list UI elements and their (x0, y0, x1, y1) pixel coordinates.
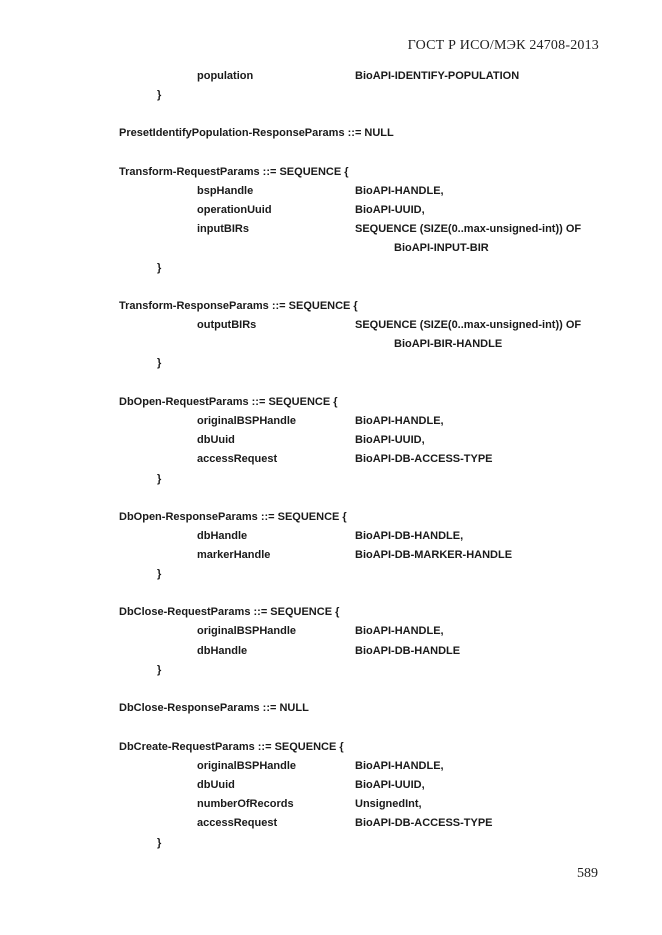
field-type: BioAPI-DB-HANDLE (355, 645, 461, 657)
field-name: operationUuid (197, 204, 272, 216)
field-type: SEQUENCE (SIZE(0..max-unsigned-int)) OF (355, 319, 582, 331)
definition-header: Transform-ResponseParams ::= SEQUENCE { (119, 300, 358, 312)
closing-brace: } (157, 568, 162, 580)
field-type: BioAPI-HANDLE, (355, 185, 444, 197)
field-name: dbHandle (197, 645, 248, 657)
field-name: outputBIRs (197, 319, 257, 331)
definition-header: Transform-RequestParams ::= SEQUENCE { (119, 166, 349, 178)
standard-designation: ГОСТ Р ИСО/МЭК 24708-2013 (407, 38, 599, 53)
field-type: BioAPI-HANDLE, (355, 760, 444, 772)
closing-brace: } (157, 473, 162, 485)
definition-header: DbOpen-RequestParams ::= SEQUENCE { (119, 396, 338, 408)
definition-header: DbOpen-ResponseParams ::= SEQUENCE { (119, 511, 347, 523)
field-name: dbUuid (197, 434, 235, 446)
field-type: BioAPI-HANDLE, (355, 415, 444, 427)
field-type: BioAPI-HANDLE, (355, 625, 444, 637)
field-type: BioAPI-DB-ACCESS-TYPE (355, 453, 493, 465)
field-name: originalBSPHandle (197, 760, 297, 772)
field-type: BioAPI-UUID, (355, 434, 425, 446)
closing-brace: } (157, 837, 162, 849)
field-type: BioAPI-UUID, (355, 204, 425, 216)
field-type: SEQUENCE (SIZE(0..max-unsigned-int)) OF (355, 223, 582, 235)
field-type: BioAPI-UUID, (355, 779, 425, 791)
definition-header: DbClose-ResponseParams ::= NULL (119, 702, 309, 714)
closing-brace: } (157, 89, 162, 101)
field-type: BioAPI-DB-MARKER-HANDLE (355, 549, 513, 561)
field-name: markerHandle (197, 549, 271, 561)
definition-header: PresetIdentifyPopulation-ResponseParams ::= NULL (119, 127, 394, 139)
field-type: BioAPI-DB-ACCESS-TYPE (355, 817, 493, 829)
field-name: originalBSPHandle (197, 415, 297, 427)
field-name: originalBSPHandle (197, 625, 297, 637)
field-type: BioAPI-DB-HANDLE, (355, 530, 464, 542)
field-type-continuation: BioAPI-BIR-HANDLE (394, 338, 503, 350)
field-name: dbHandle (197, 530, 248, 542)
field-name: dbUuid (197, 779, 235, 791)
field-name: accessRequest (197, 453, 278, 465)
closing-brace: } (157, 664, 162, 676)
closing-brace: } (157, 357, 162, 369)
definition-header: DbCreate-RequestParams ::= SEQUENCE { (119, 741, 344, 753)
field-name: accessRequest (197, 817, 278, 829)
definition-header: DbClose-RequestParams ::= SEQUENCE { (119, 606, 340, 618)
field-name: population (197, 70, 254, 82)
closing-brace: } (157, 262, 162, 274)
field-type: UnsignedInt, (355, 798, 422, 810)
field-type-continuation: BioAPI-INPUT-BIR (394, 242, 489, 254)
field-name: inputBIRs (197, 223, 249, 235)
field-type: BioAPI-IDENTIFY-POPULATION (355, 70, 520, 82)
field-name: bspHandle (197, 185, 254, 197)
field-name: numberOfRecords (197, 798, 294, 810)
page-number: 589 (577, 866, 598, 881)
